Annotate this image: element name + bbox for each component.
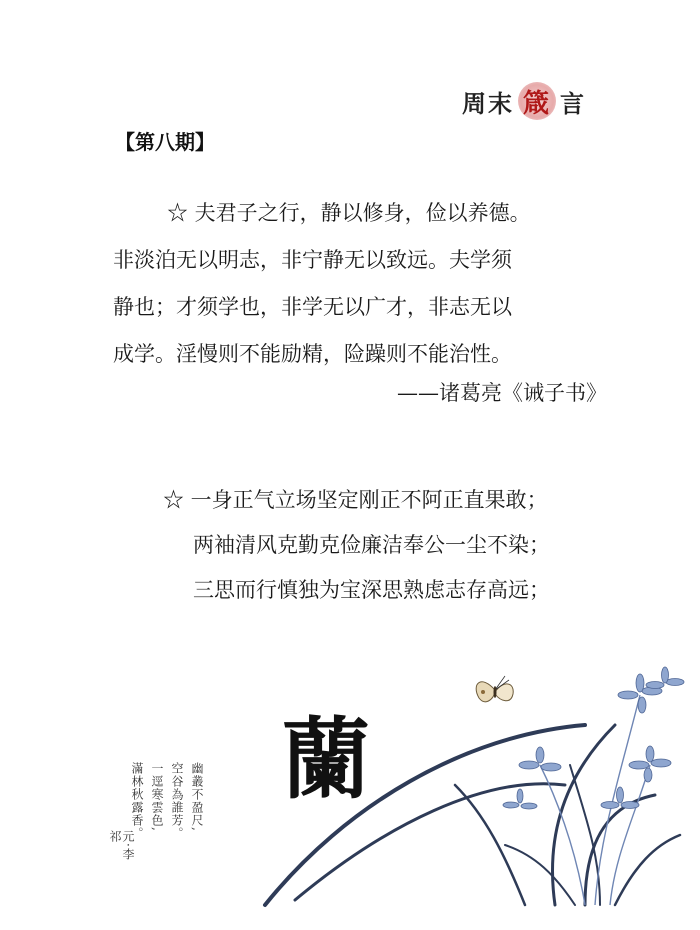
seal-icon xyxy=(518,82,556,120)
quote1-attribution: ——诸葛亮《诫子书》 xyxy=(397,381,607,405)
poem-column-2: 空谷為誰芳。 xyxy=(170,762,184,840)
column-title xyxy=(462,82,586,120)
butterfly-icon xyxy=(476,676,513,702)
calligraphy-lan: 蘭 xyxy=(282,707,371,811)
quote1-line-2: 非淡泊无以明志，非宁静无以致远。夫学须 xyxy=(113,248,512,272)
quote-block-2 xyxy=(163,478,550,613)
quote2-line-2: 两袖清风克勤克俭廉洁奉公一尘不染； xyxy=(193,533,550,557)
title-right: 言 xyxy=(560,89,586,118)
poem-column-1: 幽叢不盈尺, xyxy=(190,762,204,832)
title-left: 周末 xyxy=(462,89,514,118)
poem-column-3: 一逕寒雲色, xyxy=(150,762,164,832)
poem-author: 元·李祁 xyxy=(108,830,135,861)
orchid-illustration-icon xyxy=(255,655,685,915)
quote2-line-1: ☆ 一身正气立场坚定刚正不阿正直果敢； xyxy=(163,488,548,512)
quote1-line-4: 成学。淫慢则不能励精，险躁则不能治性。 xyxy=(113,342,512,366)
quote2-line-3: 三思而行慎独为宝深思熟虑志存高远； xyxy=(193,578,550,602)
seal-char: 箴 xyxy=(522,88,551,119)
poem-column-4: 滿林秋露香。 xyxy=(130,762,144,840)
issue-label: 【第八期】 xyxy=(115,130,215,154)
quote-block-1 xyxy=(113,190,613,378)
vertical-poem xyxy=(98,762,218,872)
quote1-line-3: 静也；才须学也，非学无以广才，非志无以 xyxy=(113,295,512,319)
quote1-line-1: ☆ 夫君子之行，静以修身，俭以养德。 xyxy=(167,201,531,225)
